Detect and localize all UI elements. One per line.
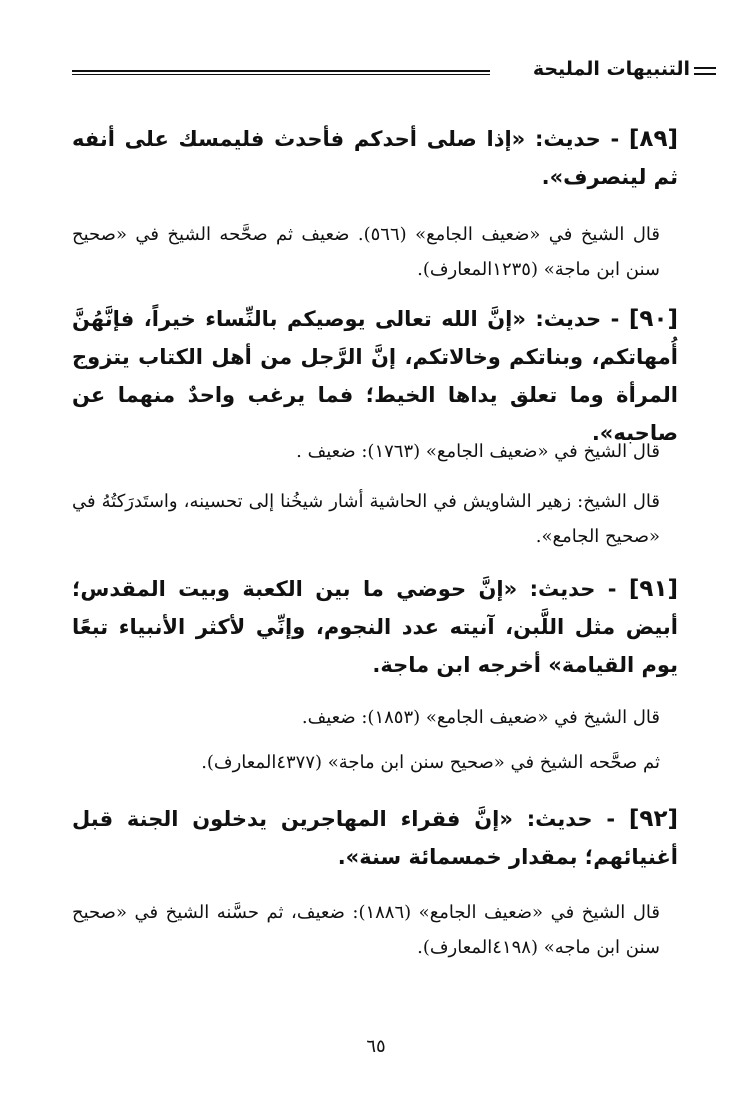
hadith-number: [٩٢] [628, 806, 678, 832]
note-91-1: قال الشيخ في «ضعيف الجامع» (١٨٥٣): ضعيف. [301, 707, 660, 728]
hadith-90 [72, 300, 678, 452]
hadith-number: [٨٩] [628, 126, 678, 152]
hadith-text: - حديث: «إنَّ الله تعالى يوصيكم بالنِّساء خيراً، فإنَّهُنَّ أُمهاتكم، وبناتكم وخالاتكم، إنَّ الرَّجل من أهل الكتاب يتزوج المرأة وما تعلق يداها الخيط؛ فما يرغب واحدٌ منهما عن صاحبه». [72, 307, 678, 445]
hadith-number: [٩٠] [628, 306, 678, 332]
header-rule [72, 70, 490, 75]
note-92-1: قال الشيخ في «ضعيف الجامع» (١٨٨٦): ضعيف، ثم حسَّنه الشيخ في «صحيح سنن ابن ماجه» (٤١٩٨المعارف). [72, 902, 660, 958]
page-number: ٦٥ [366, 1036, 386, 1057]
note-89-1: قال الشيخ في «ضعيف الجامع» (٥٦٦). ضعيف ثم صحَّحه الشيخ في «صحيح سنن ابن ماجة» (١٢٣٥المعارف). [72, 224, 660, 280]
hadith-92 [72, 800, 678, 876]
hadith-number: [٩١] [628, 576, 678, 602]
hadith-text: - حديث: «إنَّ حوضي ما بين الكعبة وبيت المقدس؛ أبيض مثل اللَّبن، آنيته عدد النجوم، وإنِّي لأكثر الأنبياء تبعًا يوم القيامة» أخرجه ابن ماجة. [72, 577, 678, 677]
note-90-2: قال الشيخ: زهير الشاويش في الحاشية أشار شيخُنا إلى تحسينه، واستَدرَكتُهُ في «صحيح الجامع». [72, 491, 660, 547]
hadith-89 [72, 120, 678, 196]
hadith-91 [72, 570, 678, 684]
note-91-2: ثم صحَّحه الشيخ في «صحيح سنن ابن ماجة» (٤٣٧٧المعارف). [201, 752, 660, 773]
running-header [72, 56, 690, 86]
header-ornament [694, 67, 716, 75]
note-90-1: قال الشيخ في «ضعيف الجامع» (١٧٦٣): ضعيف . [296, 441, 660, 462]
hadith-text: - حديث: «إذا صلى أحدكم فأحدث فليمسك على أنفه ثم لينصرف». [72, 127, 678, 189]
hadith-text: - حديث: «إنَّ فقراء المهاجرين يدخلون الجنة قبل أغنيائهم؛ بمقدار خمسمائة سنة». [72, 807, 678, 869]
book-title: التنبيهات المليحة [525, 56, 690, 82]
